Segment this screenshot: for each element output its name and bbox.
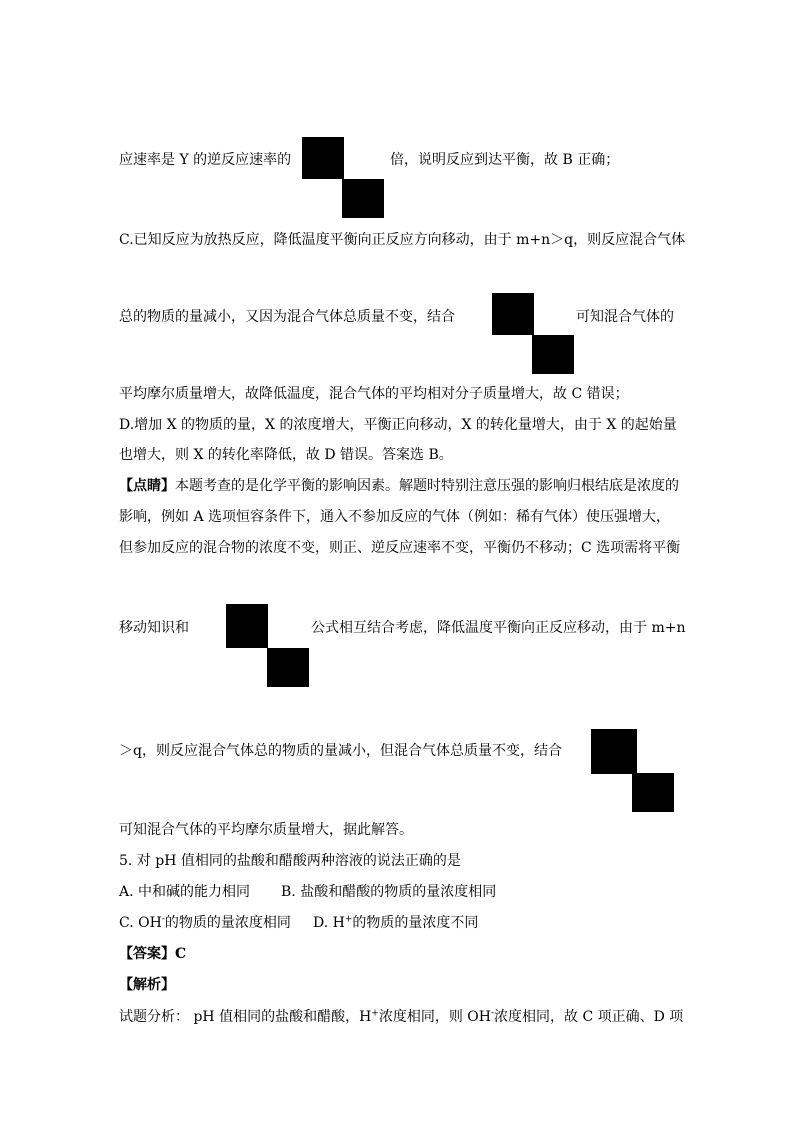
comment-line3: 但参加反应的混合物的浓度不变，则正、逆反应速率不变，平衡仍不移动；C 选项需将平衡 [119, 540, 681, 556]
comment-line4-before: 移动知识和 [119, 620, 189, 636]
comment-line5: ＞q，则反应混合气体总的物质的量减小，但混合气体总质量不变，结合 [119, 743, 562, 759]
question5-option-c [119, 914, 291, 932]
formula-image-redacted-bottom [532, 335, 574, 374]
formula-image-redacted-bottom [267, 648, 309, 687]
comment-line6: 可知混合气体的平均摩尔质量增大，据此解答。 [119, 822, 413, 838]
question5-option-b: B. 盐酸和醋酸的物质的量浓度相同 [281, 884, 497, 900]
question5-analysis-label: 【解析】 [119, 977, 175, 993]
formula-image-redacted-top [591, 729, 637, 774]
formula-image-redacted-top [302, 137, 344, 179]
analysis-superscript-2: - [490, 1008, 495, 1019]
option-d-text: 的物质的量浓度不同 [352, 915, 479, 931]
question5-answer: 【答案】C [119, 946, 187, 962]
option-c-superscript: - [161, 914, 165, 925]
para-c-line3: 平均摩尔质量增大，故降低温度，混合气体的平均相对分子质量增大，故 C 错误； [119, 386, 629, 402]
question5-option-a: A. 中和碱的能力相同 [119, 884, 251, 900]
question5-option-d [313, 914, 478, 932]
option-d-superscript: + [344, 914, 353, 925]
option-c-text: 的物质的量浓度相同 [164, 915, 291, 931]
formula-image-redacted-top [226, 604, 268, 648]
option-c-prefix: C. OH [119, 915, 162, 931]
comment-line4-after: 公式相互结合考虑，降低温度平衡向正反应移动，由于 m+n [311, 620, 686, 636]
analysis-text-b: 浓度相同，则 OH [378, 1009, 491, 1025]
question5-stem: 5. 对 pH 值相同的盐酸和醋酸两种溶液的说法正确的是 [119, 853, 461, 869]
analysis-superscript-1: + [371, 1008, 379, 1019]
para-c-line1: C.已知反应为放热反应，降低温度平衡向正反应方向移动，由于 m+n＞q，则反应混合气体 [119, 232, 686, 248]
para-d-line2: 也增大，则 X 的转化率降低，故 D 错误。答案选 B。 [119, 447, 453, 463]
analysis-text-c: 浓度相同，故 C 项正确、D 项 [494, 1009, 684, 1025]
para-c-line2-after: 可知混合气体的 [576, 309, 674, 325]
para-b-text-after: 倍，说明反应到达平衡，故 B 正确； [390, 152, 620, 168]
para-d-line1: D.增加 X 的物质的量，X 的浓度增大，平衡正向移动，X 的转化量增大，由于 X 的起始量 [119, 417, 677, 433]
formula-image-redacted-top [492, 293, 534, 335]
formula-image-redacted-bottom [342, 179, 384, 218]
para-b-text-before: 应速率是 Y 的逆反应速率的 [119, 152, 292, 168]
comment-line2: 影响，例如 A 选项恒容条件下，通入不参加反应的气体（例如：稀有气体）使压强增大， [119, 509, 671, 525]
option-d-prefix: D. H [313, 915, 345, 931]
comment-label: 【点睛】 [119, 478, 175, 494]
para-c-line2-before: 总的物质的量减小，又因为混合气体总质量不变，结合 [119, 309, 455, 325]
question5-analysis-line1 [119, 1008, 683, 1026]
analysis-text-a: 试题分析： pH 值相同的盐酸和醋酸，H [119, 1009, 372, 1025]
comment-line1 [119, 477, 679, 495]
formula-image-redacted-bottom [632, 773, 674, 812]
comment-line1-text: 本题考查的是化学平衡的影响因素。解题时特别注意压强的影响归根结底是浓度的 [175, 478, 679, 494]
